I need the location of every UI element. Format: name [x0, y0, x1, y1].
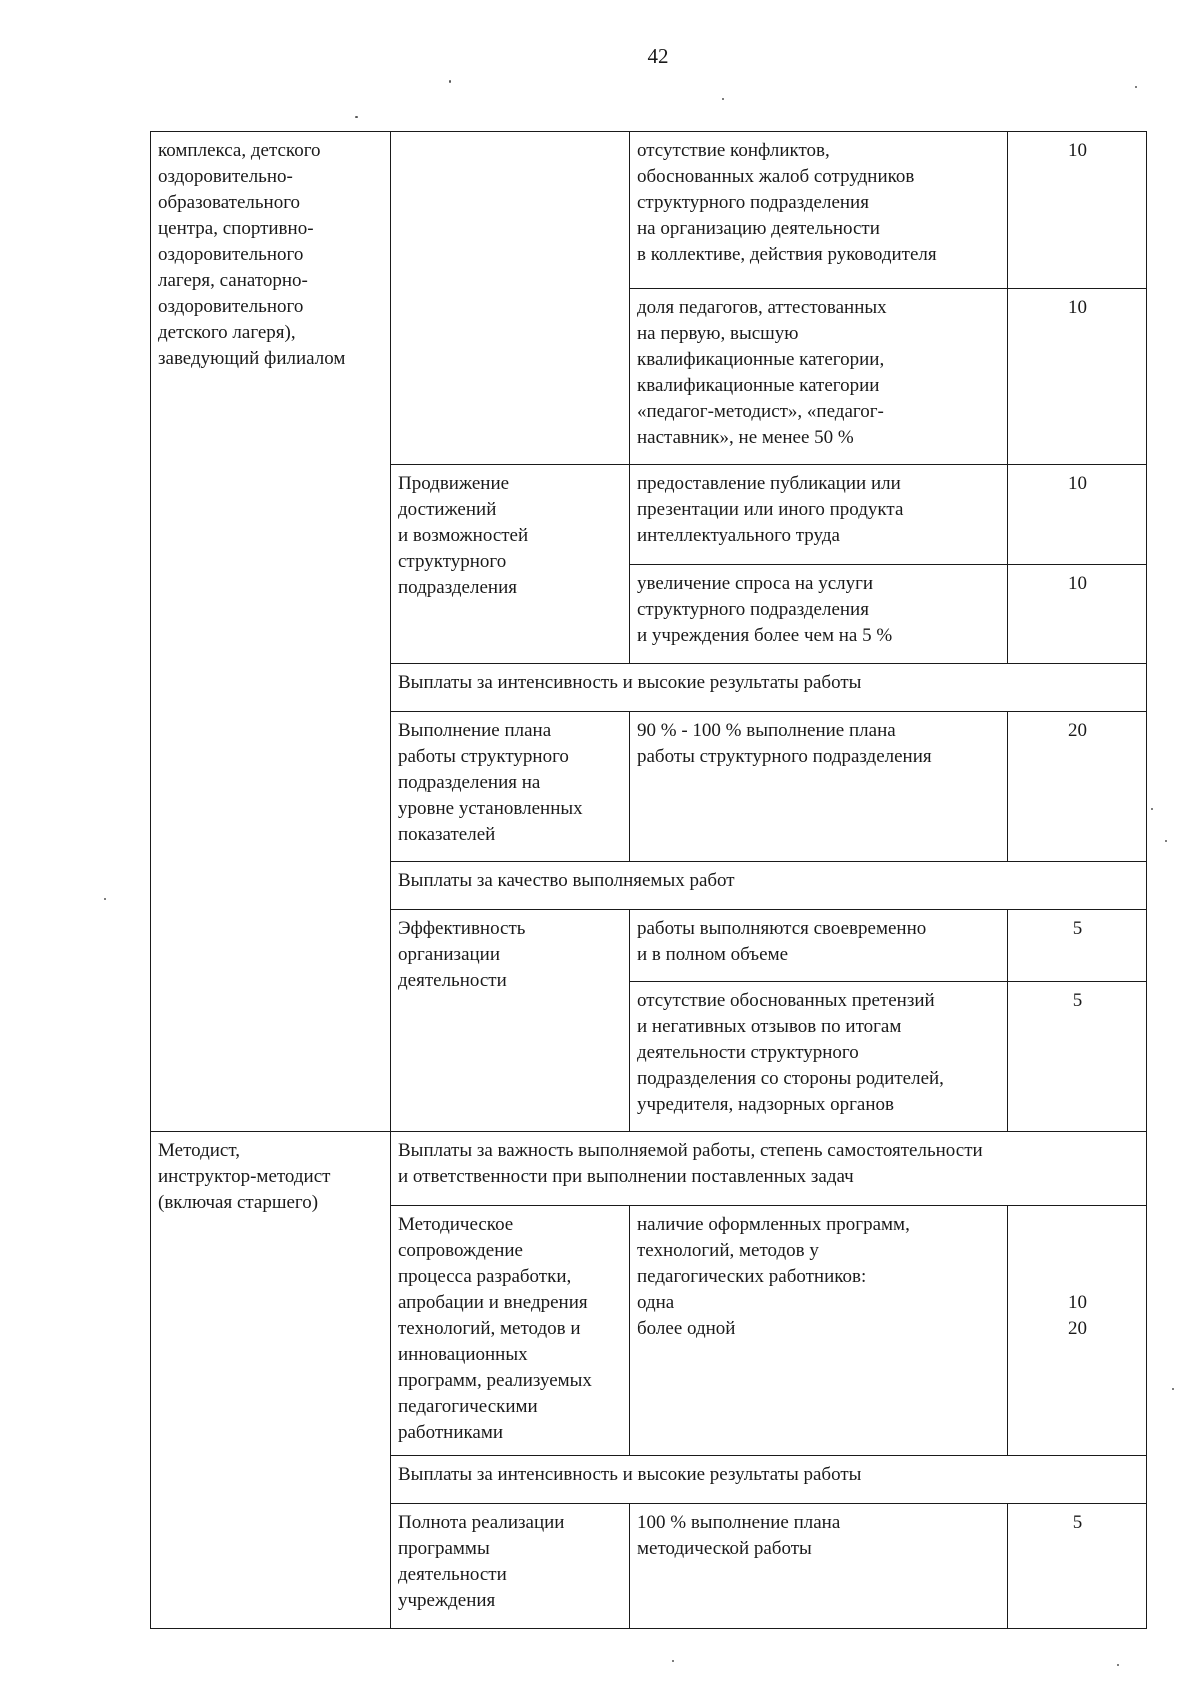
section-header: Выплаты за качество выполняемых работ	[391, 862, 1147, 910]
scan-speck	[1151, 808, 1153, 810]
scan-speck	[722, 98, 724, 100]
section-header: Выплаты за интенсивность и высокие результаты работы	[391, 664, 1147, 712]
empty-criterion-cell	[391, 132, 630, 465]
payment-criteria-table-part2	[150, 1131, 1147, 1629]
condition-cell: 100 % выполнение плана методической работы	[630, 1503, 1008, 1628]
scan-speck	[672, 1660, 674, 1662]
scan-speck	[449, 80, 451, 83]
points-cell: 10	[1008, 289, 1147, 465]
points-cell: 10 20	[1008, 1205, 1147, 1455]
scan-speck	[1172, 1388, 1174, 1390]
points-cell: 10	[1008, 565, 1147, 664]
points-cell: 5	[1008, 910, 1147, 982]
condition-cell: увеличение спроса на услуги структурного подразделения и учреждения более чем на 5 %	[630, 565, 1008, 664]
points-cell: 5	[1008, 1503, 1147, 1628]
scan-speck	[1117, 1664, 1119, 1666]
position-cell: Методист, инструктор-методист (включая старшего)	[151, 1131, 391, 1628]
table-row	[151, 1131, 1147, 1205]
condition-cell: работы выполняются своевременно и в полном объеме	[630, 910, 1008, 982]
scan-speck	[1165, 840, 1167, 842]
position-cell: комплекса, детского оздоровительно- образовательного центра, спортивно- оздоровительного лагеря, санаторно- оздоровительного детского лагеря), заведующий филиалом	[151, 132, 391, 1132]
criterion-cell: Эффективность организации деятельности	[391, 910, 630, 1132]
scan-speck	[104, 898, 106, 900]
criterion-cell: Методическое сопровождение процесса разработки, апробации и внедрения технологий, методов и инновационных программ, реализуемых педагогическими работниками	[391, 1205, 630, 1455]
points-cell: 5	[1008, 982, 1147, 1132]
condition-cell: отсутствие обоснованных претензий и негативных отзывов по итогам деятельности структурного подразделения со стороны родителей, учредителя, надзорных органов	[630, 982, 1008, 1132]
points-cell: 10	[1008, 132, 1147, 289]
section-header: Выплаты за интенсивность и высокие результаты работы	[391, 1455, 1147, 1503]
payment-criteria-table	[150, 131, 1147, 1132]
scan-speck	[355, 116, 358, 118]
condition-cell: предоставление публикации или презентации или иного продукта интеллектуального труда	[630, 465, 1008, 565]
table-row	[151, 132, 1147, 289]
points-cell: 20	[1008, 712, 1147, 862]
criterion-cell: Выполнение плана работы структурного подразделения на уровне установленных показателей	[391, 712, 630, 862]
points-cell: 10	[1008, 465, 1147, 565]
condition-cell: 90 % - 100 % выполнение плана работы структурного подразделения	[630, 712, 1008, 862]
section-header: Выплаты за важность выполняемой работы, степень самостоятельности и ответственности при выполнении поставленных задач	[391, 1131, 1147, 1205]
condition-cell: доля педагогов, аттестованных на первую, высшую квалификационные категории, квалификационные категории «педагог-методист», «педагог- наставник», не менее 50 %	[630, 289, 1008, 465]
page-number: 42	[647, 44, 669, 68]
scan-speck	[1135, 86, 1137, 88]
condition-cell: отсутствие конфликтов, обоснованных жалоб сотрудников структурного подразделения на организацию деятельности в коллективе, действия руководителя	[630, 132, 1008, 289]
criterion-cell: Полнота реализации программы деятельности учреждения	[391, 1503, 630, 1628]
condition-cell: наличие оформленных программ, технологий, методов у педагогических работников: одна более одной	[630, 1205, 1008, 1455]
criterion-cell: Продвижение достижений и возможностей структурного подразделения	[391, 465, 630, 664]
